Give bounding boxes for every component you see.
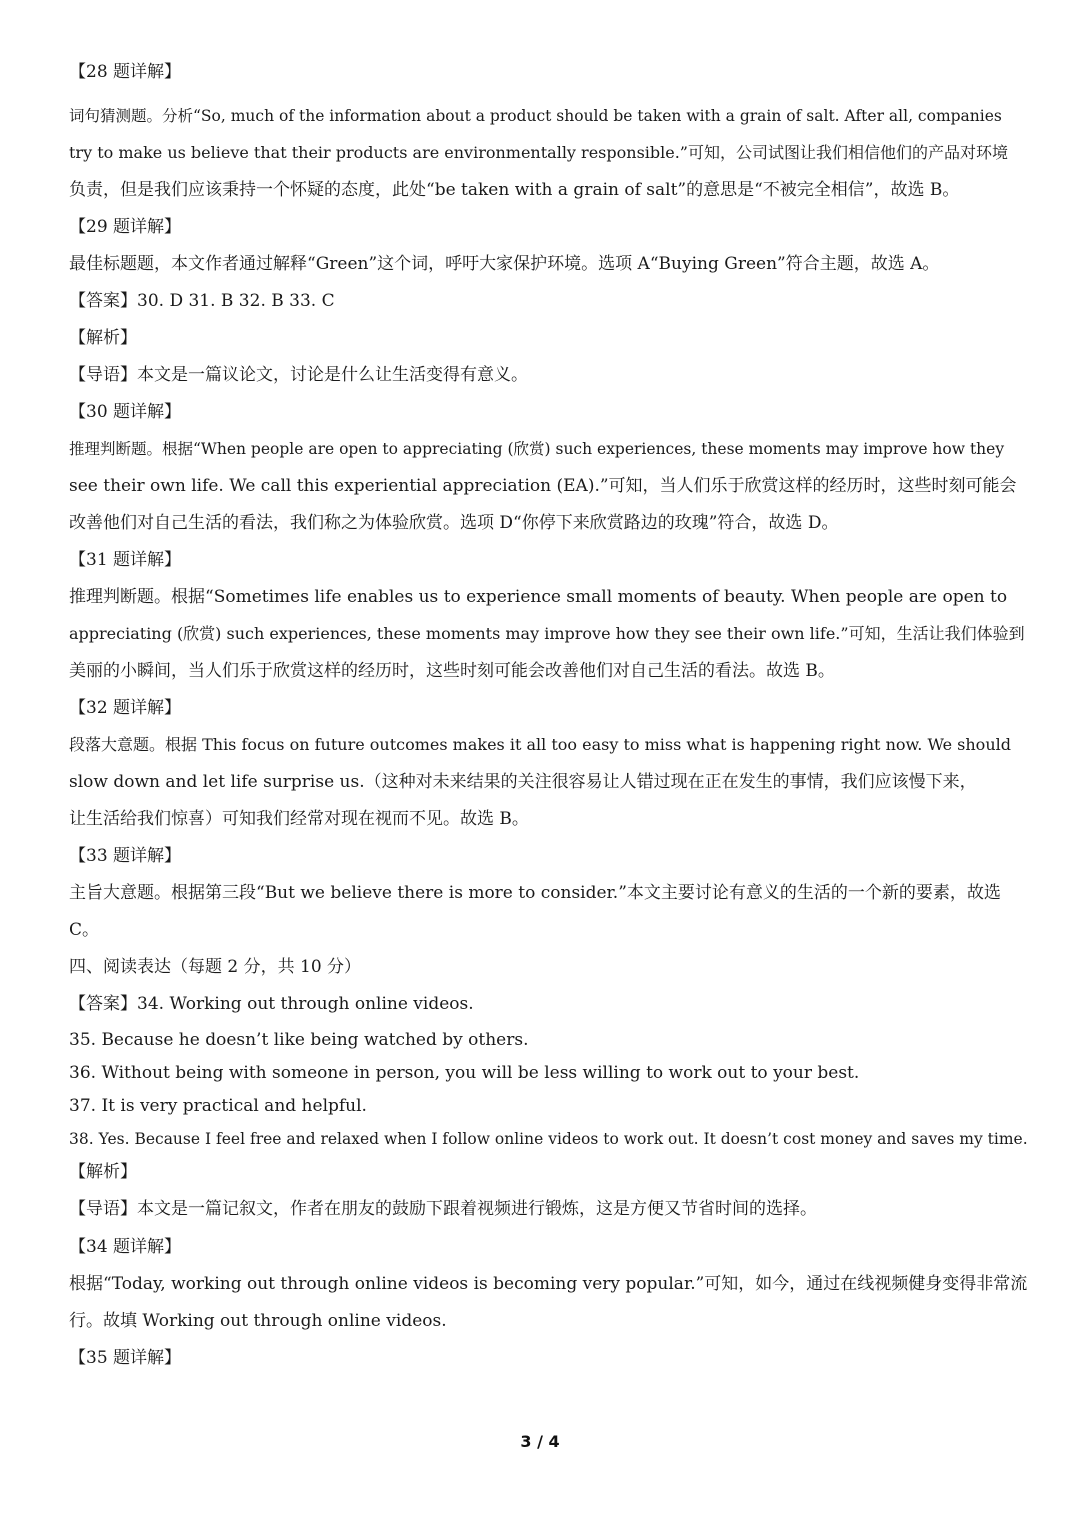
section-heading-q35: 【35 题详解】 (69, 1348, 182, 1368)
paragraph-line: 改善他们对自己生活的看法，我们称之为体验欣赏。选项 D“你停下来欣赏路边的玫瑰”符合，故选 D。 (69, 513, 839, 533)
section-heading-q29: 【29 题详解】 (69, 217, 182, 237)
section-heading-q31: 【31 题详解】 (69, 550, 182, 570)
section-heading-q33: 【33 题详解】 (69, 846, 182, 866)
paragraph-line: see their own life. We call this experiential appreciation (EA).”可知，当人们乐于欣赏这样的经历时，这些时刻可能会 (69, 476, 1017, 496)
section-heading-q34: 【34 题详解】 (69, 1237, 182, 1257)
intro-line: 【导语】本文是一篇议论文，讨论是什么让生活变得有意义。 (69, 365, 528, 385)
section-heading-q32: 【32 题详解】 (69, 698, 182, 718)
paragraph-line: 主旨大意题。根据第三段“But we believe there is more to consider.”本文主要讨论有意义的生活的一个新的要素，故选 (69, 883, 1001, 903)
answer-line-36: 36. Without being with someone in person, you will be less willing to work out to your best. (69, 1063, 860, 1083)
analysis-heading: 【解析】 (69, 328, 137, 348)
answer-line-38: 38. Yes. Because I feel free and relaxed when I follow online videos to work out. It doesn’t cost money and saves my time. (69, 1130, 1028, 1148)
paragraph-line: slow down and let life surprise us.（这种对未来结果的关注很容易让人错过现在正在发生的事情，我们应该慢下来， (69, 772, 977, 792)
section-heading-q28: 【28 题详解】 (69, 62, 182, 82)
answer-line-30-33: 【答案】30. D 31. B 32. B 33. C (69, 291, 335, 311)
paragraph-line: C。 (69, 920, 100, 940)
answer-line-34: 【答案】34. Working out through online videos. (69, 994, 474, 1014)
paragraph-line: 负责，但是我们应该秉持一个怀疑的态度，此处“be taken with a grain of salt”的意思是“不被完全相信”，故选 B。 (69, 180, 960, 200)
paragraph-line: appreciating (欣赏) such experiences, these moments may improve how they see their own life.”可知，生活让我们体验到 (69, 624, 1025, 643)
paragraph-line: 行。故填 Working out through online videos. (69, 1311, 447, 1331)
paragraph-line: 美丽的小瞬间，当人们乐于欣赏这样的经历时，这些时刻可能会改善他们对自己生活的看法。故选 B。 (69, 661, 835, 681)
paragraph-line: 词句猜测题。分析“So, much of the information about a product should be taken with a grain of salt. After all, companies (69, 107, 1002, 125)
paragraph-line: 推理判断题。根据“When people are open to appreciating (欣赏) such experiences, these moments may improve how they (69, 440, 1005, 458)
paragraph-line: 推理判断题。根据“Sometimes life enables us to experience small moments of beauty. When people are open to (69, 587, 1008, 607)
paragraph-line: 让生活给我们惊喜）可知我们经常对现在视而不见。故选 B。 (69, 809, 529, 829)
part-four-heading: 四、阅读表达（每题 2 分，共 10 分） (69, 957, 362, 977)
section-heading-q30: 【30 题详解】 (69, 402, 182, 422)
page-number: 3 / 4 (520, 1432, 560, 1451)
analysis-heading: 【解析】 (69, 1162, 137, 1182)
paragraph-line: try to make us believe that their products are environmentally responsible.”可知，公司试图让我们相信他们的产品对环境 (69, 143, 1008, 162)
paragraph-line: 段落大意题。根据 This focus on future outcomes makes it all too easy to miss what is happening right now. We should (69, 735, 1011, 754)
paragraph-line: 根据“Today, working out through online videos is becoming very popular.”可知，如今，通过在线视频健身变得非常流 (69, 1274, 1028, 1294)
intro-line: 【导语】本文是一篇记叙文，作者在朋友的鼓励下跟着视频进行锻炼，这是方便又节省时间的选择。 (69, 1199, 817, 1219)
answer-line-35: 35. Because he doesn’t like being watched by others. (69, 1030, 529, 1050)
answer-line-37: 37. It is very practical and helpful. (69, 1096, 367, 1116)
paragraph-line: 最佳标题题，本文作者通过解释“Green”这个词，呼吁大家保护环境。选项 A“Buying Green”符合主题，故选 A。 (69, 254, 940, 274)
